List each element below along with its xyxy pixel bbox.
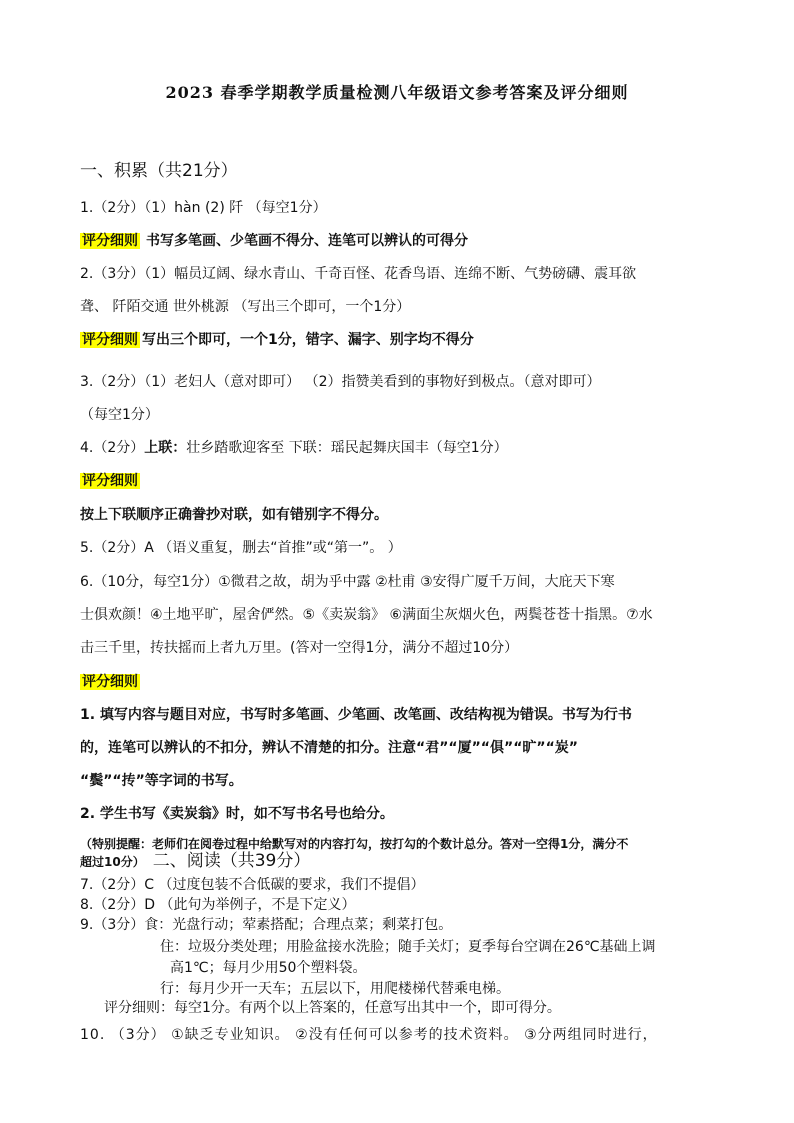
section-heading-reading: 二、阅读（共39分） [152, 851, 311, 871]
couplet-text: 壮乡踏歌迎客至 下联：瑶民起舞庆国丰（每空1分） [186, 440, 508, 456]
answer-q8: 8.（2分）D （此句为举例子，不是下定义） [80, 897, 356, 913]
special-reminder-tail: 超过10分） [80, 855, 145, 869]
scoring-rule-q4 [80, 471, 140, 491]
document-title: 2023 春季学期教学质量检测八年级语文参考答案及评分细则 [165, 83, 629, 102]
scoring-rule-label: 评分细则 [82, 332, 138, 348]
scoring-rule-q2 [80, 330, 474, 350]
couplet-label: 上联： [144, 440, 187, 456]
answer-q5: 5.（2分）A （语义重复，删去“首推”或“第一”。 ） [80, 540, 402, 556]
answer-q3-line2: （每空1分） [80, 407, 159, 423]
scoring-rule-q6-item1-line3: “鬓”“抟”等字词的书写。 [80, 773, 243, 789]
answer-q9-food: 9.（3分）食：光盘行动；荤素搭配；合理点菜；剩菜打包。 [80, 917, 453, 933]
answer-q9-housing-line1: 住：垃圾分类处理；用脸盆接水洗脸；随手关灯；夏季每台空调在26℃基础上调 [160, 939, 656, 955]
section-heading-accumulation: 一、积累（共21分） [80, 161, 238, 181]
scoring-rule-q6-item1-line2: 的，连笔可以辨认的不扣分，辨认不清楚的扣分。注意“君”“厦”“俱”“旷”“炭” [80, 740, 579, 756]
answer-q6-line1: 6.（10分，每空1分）①微君之故，胡为乎中露 ②杜甫 ③安得广厦千万间，大庇天下寒 [80, 574, 615, 590]
scoring-rule-label: 评分细则 [82, 473, 138, 489]
scoring-rule-q6-item1-line1: 1. 填写内容与题目对应，书写时多笔画、少笔画、改笔画、改结构视为错误。书写为行书 [80, 707, 632, 723]
answer-q6-line2: 士俱欢颜！④土地平旷，屋舍俨然。⑤《卖炭翁》 ⑥满面尘灰烟火色，两鬓苍苍十指黑。⑦水 [80, 607, 653, 623]
scoring-rule-text: 写出三个即可，一个1分，错字、漏字、别字均不得分 [142, 332, 474, 348]
answer-q9-travel: 行：每月少开一天车；五层以下，用爬楼梯代替乘电梯。 [160, 981, 510, 997]
answer-q10: 10. （3分） ①缺乏专业知识。 ②没有任何可以参考的技术资料。 ③分两组同时进行， [80, 1027, 658, 1043]
scoring-rule-q6 [80, 672, 140, 692]
special-reminder-line1: （特别提醒：老师们在阅卷过程中给默写对的内容打勾，按打勾的个数计总分。答对一空得1分，满分不 [80, 837, 629, 851]
answer-q2-line1: 2.（3分）（1）幅员辽阔、绿水青山、千奇百怪、花香鸟语、连绵不断、气势磅礴、震耳欲 [80, 266, 637, 282]
answer-q7: 7.（2分）C （过度包装不合低碳的要求，我们不提倡） [80, 877, 425, 893]
answer-q9-housing-line2: 高1℃；每月少用50个塑料袋。 [170, 960, 367, 976]
answer-q6-line3: 击三千里，抟扶摇而上者九万里。(答对一空得1分，满分不超过10分） [80, 640, 519, 656]
scoring-rule-q1 [80, 231, 468, 251]
scoring-rule-text: 书写多笔画、少笔画不得分、连笔可以辨认的可得分 [146, 233, 468, 249]
answer-q4 [80, 438, 508, 458]
scoring-rule-q6-item2: 2. 学生书写《卖炭翁》时，如不写书名号也给分。 [80, 806, 394, 822]
answer-q3-line1: 3.（2分）（1）老妇人（意对即可） （2）指赞美看到的事物好到极点。（意对即可） [80, 374, 601, 390]
scoring-rule-q4-text: 按上下联顺序正确誊抄对联，如有错别字不得分。 [80, 507, 388, 523]
special-reminder-line2 [80, 851, 310, 872]
scoring-rule-label: 评分细则 [82, 233, 138, 249]
answer-q1: 1.（2分）（1）hàn (2) 阡 （每空1分） [80, 200, 327, 216]
scoring-rule-label: 评分细则 [82, 674, 138, 690]
question-number: 4.（2分） [80, 440, 145, 456]
answer-q2-line2: 聋、 阡陌交通 世外桃源 （写出三个即可，一个1分） [80, 299, 411, 315]
scoring-rule-q9: 评分细则：每空1分。有两个以上答案的，任意写出其中一个，即可得分。 [104, 1000, 561, 1016]
